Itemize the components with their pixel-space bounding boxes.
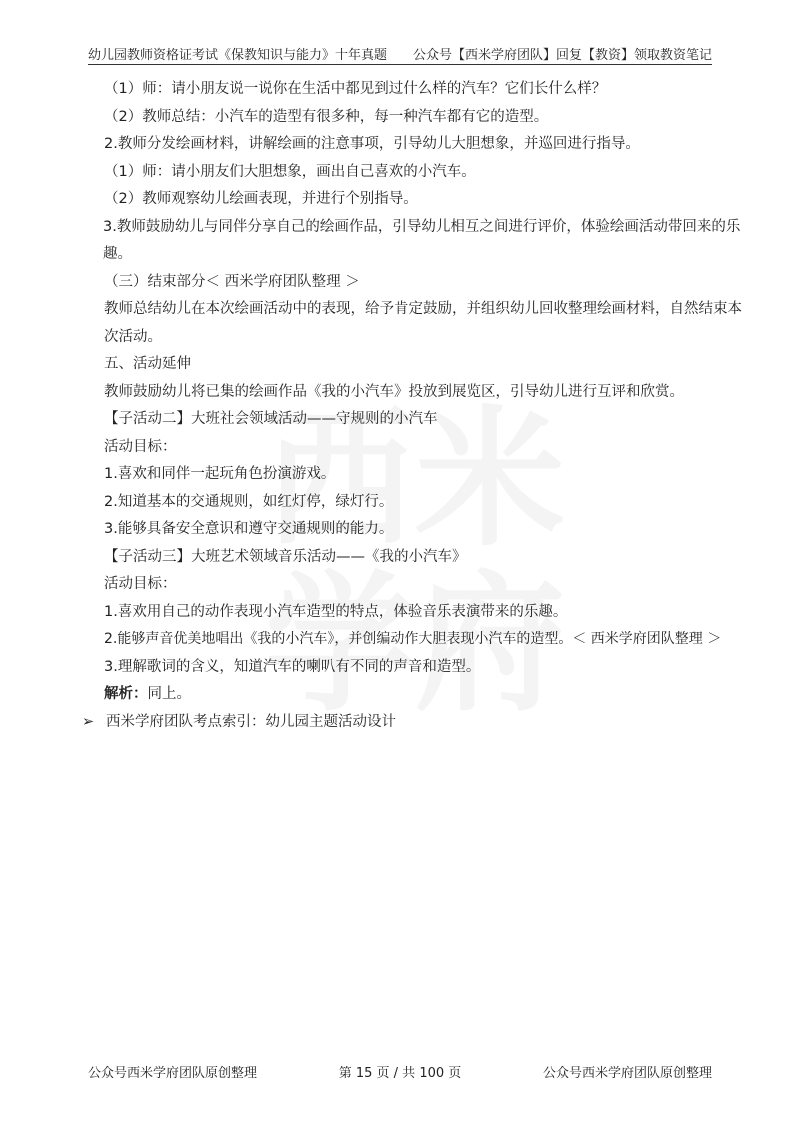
section-heading: （三）结束部分＜ 西米学府团队整理 ＞ [104, 273, 360, 290]
subactivity-title: 【子活动三】大班艺术领域音乐活动——《我的小汽车》 [104, 548, 467, 565]
goal-item: 1.喜欢用自己的动作表现小汽车造型的特点，体验音乐表演带来的乐趣。 [104, 603, 568, 620]
paragraph: 教师总结幼儿在本次绘画活动中的表现，给予肯定鼓励，并组织幼儿回收整理绘画材料，自然结束本 [104, 301, 742, 317]
paragraph: 3.教师鼓励幼儿与同伴分享自己的绘画作品，引导幼儿相互之间进行评价，体验绘画活动带回来的乐 [103, 218, 741, 235]
paragraph: （2）教师总结：小汽车的造型有很多种，每一种汽车都有它的造型。 [104, 108, 549, 125]
paragraph: （1）师：请小朋友说一说你在生活中都见到过什么样的汽车？它们长什么样？ [104, 81, 607, 97]
page-number: 第 15 页 / 共 100 页 [338, 1066, 462, 1081]
goal-item: 3.能够具备安全意识和遵守交通规则的能力。 [104, 521, 394, 537]
goal-item: 2.能够声音优美地唱出《我的小汽车》，并创编动作大胆表现小汽车的造型。＜ 西米学府团队整理 ＞ [104, 631, 722, 647]
index-line [82, 709, 704, 737]
analysis-line [104, 681, 704, 709]
paragraph: （2）教师观察幼儿绘画表现，并进行个别指导。 [104, 191, 418, 207]
analysis-label: 解析： [104, 686, 148, 702]
page-footer [88, 1062, 712, 1082]
document-body [82, 76, 742, 736]
paragraph: 2.教师分发绘画材料，讲解绘画的注意事项，引导幼儿大胆想象，并巡回进行指导。 [104, 136, 640, 152]
header-right-text: 公众号【西米学府团队】回复【教资】领取教资笔记 [412, 48, 712, 63]
goal-item: 1.喜欢和同伴一起玩角色扮演游戏。 [104, 466, 336, 482]
header-left-text: 幼儿园教师资格证考试《保教知识与能力》十年真题 [88, 48, 388, 63]
analysis-text: 同上。 [147, 686, 191, 702]
goal-item: 3.理解歌词的含义，知道汽车的喇叭有不同的声音和造型。 [104, 658, 481, 675]
subactivity-title: 【子活动二】大班社会领域活动——守规则的小汽车 [104, 411, 438, 427]
paragraph: 教师鼓励幼儿将已集的绘画作品《我的小汽车》投放到展览区，引导幼儿进行互评和欣赏。 [104, 383, 684, 400]
goal-item: 2.知道基本的交通规则，如红灯停，绿灯行。 [104, 493, 394, 510]
arrow-bullet-icon: ➢ [82, 713, 95, 730]
paragraph-continuation: 趣。 [103, 246, 132, 262]
footer-right-text: 公众号西米学府团队原创整理 [542, 1066, 712, 1081]
goals-label: 活动目标： [104, 576, 177, 592]
section-heading: 五、活动延伸 [104, 356, 191, 372]
page-header [88, 44, 712, 65]
footer-left-text: 公众号西米学府团队原创整理 [88, 1066, 258, 1081]
goals-label: 活动目标： [104, 438, 177, 455]
index-text: 西米学府团队考点索引：幼儿园主题活动设计 [106, 713, 396, 730]
paragraph-continuation: 次活动。 [104, 328, 162, 345]
paragraph: （1）师：请小朋友们大胆想象，画出自己喜欢的小汽车。 [104, 163, 476, 180]
